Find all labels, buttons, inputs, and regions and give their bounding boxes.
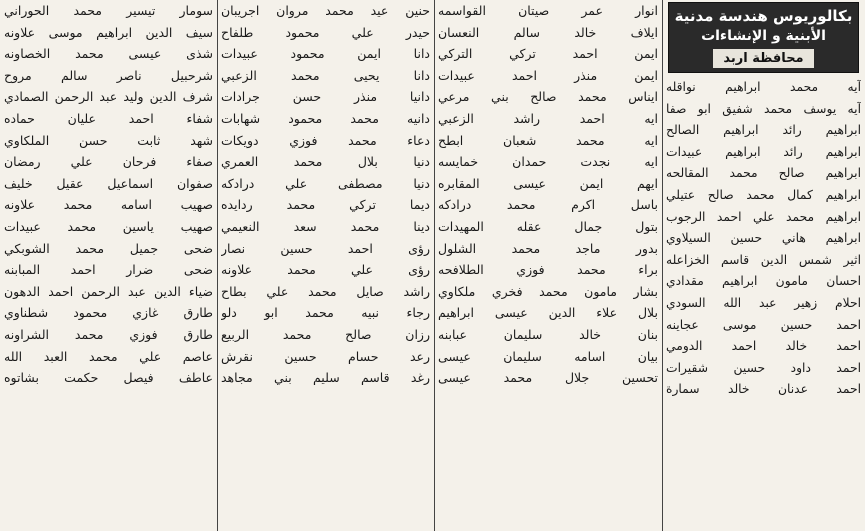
name-entry: احلام زهير عبد الله السودي <box>666 295 861 310</box>
name-entry: راشد صايل محمد علي بطاح <box>221 283 430 299</box>
name-entry: دانيه محمد محمود شهابات <box>221 110 430 126</box>
name-entry: دنيا بلال محمد العمري <box>221 154 430 170</box>
name-entry: آيه محمد ابراهيم نواقله <box>666 80 861 94</box>
header-degree: بكالوريوس هندسة مدنية <box>674 7 853 25</box>
name-entry: رعد حسام حسين نقرش <box>221 348 430 364</box>
header-governorate: محافظة اربد <box>713 49 813 68</box>
name-entry: عاطف فيصل حكمت بشاتوه <box>4 370 213 386</box>
name-entry: ضحى جميل محمد الشوبكي <box>4 240 213 256</box>
name-entry: سومار تيسير محمد الحوراني <box>4 3 213 18</box>
name-entry: رؤى احمد حسين نصار <box>221 240 430 256</box>
name-entry: بلال علاء الدين عيسى ابراهيم <box>438 305 658 321</box>
name-entry: ايه احمد راشد الزعبي <box>438 110 658 126</box>
name-entry: احمد خالد احمد الدومي <box>666 339 861 354</box>
names-column-2 <box>434 0 662 531</box>
name-entry: صفوان اسماعيل عقيل خليف <box>4 175 213 191</box>
name-entry: ضحى ضرار احمد المبابنه <box>4 262 213 278</box>
name-entry: شذى عيسى محمد الخصاونه <box>4 46 213 62</box>
name-entry: انوار عمر صيتان القواسمه <box>438 3 658 18</box>
name-entry: حيدر علي محمود طلفاح <box>221 24 430 40</box>
name-entry: ابراهيم هاني حسين السيلاوي <box>666 231 861 246</box>
name-entry: بتول جمال عقله المهيدات <box>438 218 658 234</box>
name-entry: دانا ايمن محمود عبيدات <box>221 46 430 62</box>
name-entry: ايلاف خالد سالم النعسان <box>438 24 658 40</box>
name-entry: دينا محمد سعد النعيمي <box>221 218 430 234</box>
name-entry: صهيب ياسين محمد عبيدات <box>4 218 213 234</box>
name-entry: تحسين جلال محمد عيسى <box>438 370 658 386</box>
name-entry: احمد داود حسين شقيرات <box>666 360 861 375</box>
column-divider <box>217 0 218 531</box>
name-entry: دنيا مصطفى علي درادكه <box>221 175 430 191</box>
name-entry: رغد قاسم سليم بني مجاهد <box>221 370 430 386</box>
name-entry: باسل اكرم محمد درادكه <box>438 197 658 213</box>
name-entry: ابراهيم رائد ابراهيم عبيدات <box>666 144 861 159</box>
names-column-3 <box>217 0 434 531</box>
name-entry: ابراهيم كمال محمد صالح عتيلي <box>666 187 861 202</box>
column-divider <box>434 0 435 531</box>
name-entry: ايمن منذر احمد عبيدات <box>438 67 658 83</box>
name-entry: احمد عدنان خالد سمارة <box>666 382 861 397</box>
names-list <box>4 0 213 389</box>
name-entry: حنين عيد محمد مروان اجريبان <box>221 3 430 18</box>
name-entry: بشار مامون محمد فخري ملكاوي <box>438 283 658 299</box>
name-entry: صفاء فرحان علي رمضان <box>4 154 213 170</box>
name-entry: سيف الدين ابراهيم موسى علاونه <box>4 24 213 40</box>
name-entry: ايه نجدت حمدان خمايسه <box>438 154 658 170</box>
name-entry: ابراهيم رائد ابراهيم الصالح <box>666 123 861 138</box>
name-entry: طارق غازي محمود شطناوي <box>4 305 213 321</box>
column-divider <box>662 0 663 531</box>
name-entry: طارق فوزي محمد الشراونه <box>4 326 213 342</box>
name-entry: احمد حسين موسى عجاينه <box>666 317 861 332</box>
name-entry: دانا يحيى محمد الزعبي <box>221 67 430 83</box>
name-entry: دانيا منذر حسن جرادات <box>221 89 430 105</box>
names-column-1 <box>662 0 865 531</box>
name-entry: صهيب اسامه محمد علاونه <box>4 197 213 213</box>
name-entry: شرف الدين وليد عبد الرحمن الصمادي <box>4 89 213 105</box>
name-entry: ضياء الدين عبد الرحمن احمد الدهون <box>4 283 213 299</box>
name-entry: ايناس محمد صالح بني مرعي <box>438 89 658 105</box>
section-header <box>668 2 859 73</box>
name-entry: رزان صالح محمد الربيع <box>221 326 430 342</box>
name-entry: ديما تركي محمد ردايده <box>221 197 430 213</box>
name-entry: ايه محمد شعبان ابطح <box>438 132 658 148</box>
name-entry: شفاء احمد عليان حماده <box>4 110 213 126</box>
names-column-4 <box>0 0 217 531</box>
name-entry: رجاء نبيه محمد ابو دلو <box>221 305 430 321</box>
names-list <box>221 0 430 389</box>
name-entry: ايمن احمد تركي التركي <box>438 46 658 62</box>
names-list <box>666 77 861 401</box>
name-entry: ايهم ايمن عيسى المقابره <box>438 175 658 191</box>
name-entry: آيه يوسف محمد شفيق ابو صفا <box>666 101 861 116</box>
header-specialty: الأبنية و الإنشاءات <box>701 28 826 44</box>
name-entry: براء محمد فوزي الطلافحه <box>438 262 658 278</box>
name-entry: دعاء محمد فوزي دويكات <box>221 132 430 148</box>
name-entry: ابراهيم محمد علي احمد الرجوب <box>666 209 861 224</box>
name-entry: شرحبيل ناصر سالم مروح <box>4 67 213 83</box>
name-entry: اثير شمس الدين قاسم الخزاعله <box>666 252 861 267</box>
name-entry: بيان اسامه سليمان عيسى <box>438 348 658 364</box>
name-entry: رؤى علي محمد علاونه <box>221 262 430 278</box>
names-list <box>438 0 658 389</box>
name-entry: احسان مامون ابراهيم مقدادي <box>666 274 861 289</box>
name-entry: بدور ماجد محمد الشلول <box>438 240 658 256</box>
name-entry: بنان خالد سليمان عبابنه <box>438 326 658 342</box>
name-entry: عاصم علي محمد العبد الله <box>4 348 213 364</box>
name-entry: ابراهيم صالح محمد المقالحه <box>666 166 861 181</box>
name-entry: شهد ثابت حسن الملكاوي <box>4 132 213 148</box>
